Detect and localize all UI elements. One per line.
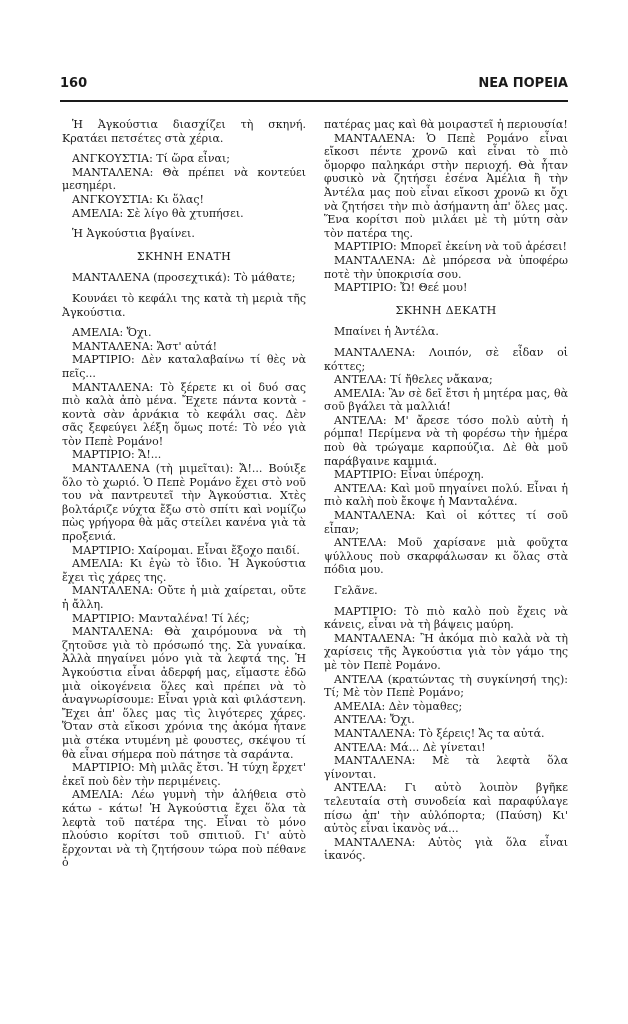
dialogue-paragraph: ΜΑΝΤΑΛΕΝΑ: Καὶ οἱ κόττες τί σοῦ εἶπαν; [324,509,568,536]
dialogue-paragraph: ΜΑΝΤΑΛΕΝΑ: Ἄστ' αὐτά! [72,339,218,353]
dialogue-paragraph: ΑΝΤΕΛΑ: Ὄχι. [334,713,415,727]
dialogue-paragraph: ΑΜΕΛΙΑ: Ἂν σὲ δεῖ ἔτσι ἡ μητέρα μας, θὰ σοῦ βγάλει τὰ μαλλιά! [324,386,568,414]
dialogue-paragraph: ΑΜΕΛΙΑ: Σὲ λίγο θὰ χτυπήσει. [72,206,244,220]
scene-heading: ΣΚΗΝΗ ΔΕΚΑΤΗ [395,303,497,317]
dialogue-paragraph: ΑΜΕΛΙΑ: Κι ἐγὼ τὸ ἴδιο. Ἡ Ἀγκούστια ἔχει τὶς χάρες της. [62,557,306,584]
dialogue-paragraph: Κουνάει τὸ κεφάλι της κατὰ τὴ μεριὰ τῆς Ἀγκούστια. [62,291,306,319]
dialogue-paragraph: ΜΑΝΤΑΛΕΝΑ: Ἢ ἀκόμα πιὸ καλὰ νὰ τὴ χαρίσεις τῆς Ἀγκούστια γιὰ τὸν γάμο της μὲ τὸν Πεπὲ Ρομάνο. [324,631,568,672]
dialogue-paragraph: ΜΑΝΤΑΛΕΝΑ: Αὐτὸς γιὰ ὅλα εἶναι ἱκανός. [324,835,568,863]
dialogue-paragraph: ΜΑΡΤΙΡΙΟ: Ἄ!... [72,448,162,462]
header-rule [60,100,568,102]
dialogue-paragraph: ΜΑΝΤΑΛΕΝΑ: Λοιπόν, σὲ εἶδαν οἱ κόττες; [324,345,568,373]
left-column [62,118,306,870]
page-number: 160 [60,76,88,91]
dialogue-paragraph: ΑΝΓΚΟΥΣΤΙΑ: Τί ὥρα εἶναι; [72,152,230,166]
dialogue-paragraph: ΑΝΓΚΟΥΣΤΙΑ: Κι ὅλας! [72,192,204,206]
dialogue-paragraph: ΜΑΝΤΑΛΕΝΑ: Θὰ χαιρόμουνα νὰ τὴ ζητοῦσε γιὰ τὸ πρόσωπό της. Σὰ γυναίκα. Ἀλλὰ πηγαίνει μόνο γιὰ τὰ λεφτά της. Ἡ Ἀγκούστια εἶναι ἀδερφή μας, εἴμαστε ἐδῶ μιὰ οἰκογένεια ὅλες καὶ πρέπει νὰ τὸ ἀναγνωρίσουμε: Εἶναι γριὰ καὶ φιλάστενη. Ἔχει ἀπ' ὅλες μας τὶς λιγότερες χάρες. Ὅταν στὰ εἴκοσι χρόνια της ἀκόμα ἦτανε μιὰ στέκα ντυμένη μὲ φουστες, σκέψου τί θὰ εἶναι σήμερα ποὺ πάτησε τὰ σαράντα. [62,625,306,761]
dialogue-paragraph: ΜΑΡΤΙΡΙΟ: Τὸ πιὸ καλὸ ποὺ ἔχεις νὰ κάνεις, εἶναι νὰ τὴ βάψεις μαύρη. [324,604,568,632]
dialogue-paragraph: ΜΑΝΤΑΛΕΝΑ: Μὲ τὰ λεφτὰ ὅλα γίνονται. [324,754,568,781]
dialogue-paragraph: ΑΜΕΛΙΑ: Λέω γυμνὴ τὴν ἀλήθεια στὸ κάτω - κάτω! Ἡ Ἀγκούστια ἔχει ὅλα τὰ λεφτὰ τοῦ πατέρα της. Εἶναι τὸ μόνο πλούσιο κορίτσι τοῦ σπιτιοῦ. Γι' αὐτὸ ἔρχονται νὰ τὴ ζητήσουν τώρα ποὺ πέθανε ὁ [62,788,306,870]
dialogue-paragraph: ΜΑΡΤΙΡΙΟ: Μὴ μιλᾶς ἔτσι. Ἡ τύχη ἔρχετ' ἐκεῖ ποὺ δὲν τὴν περιμένεις. [62,761,306,788]
dialogue-paragraph: ΑΝΤΕΛΑ: Γι αὐτὸ λοιπὸν βγῆκε τελευταία στὴ συνοδεία καὶ παραφύλαγε πίσω ἀπ' τὴν αὐλόπορτα; (Παύση) Κι' αὐτὸς εἶναι ἱκανὸς νά... [324,781,568,836]
running-header [60,76,568,91]
dialogue-paragraph: ΜΑΝΤΑΛΕΝΑ: Θὰ πρέπει νὰ κοντεύει μεσημέρι. [62,165,306,193]
dialogue-paragraph: ΜΑΝΤΑΛΕΝΑ: Τὸ ξέρεις! Ἄς τα αὐτά. [334,726,545,740]
dialogue-paragraph: ΜΑΡΤΙΡΙΟ: Μπορεῖ ἐκείνη νὰ τοῦ ἀρέσει! [334,240,567,254]
dialogue-paragraph: ΑΝΤΕΛΑ: Μοῦ χαρίσανε μιὰ φοῦχτα ψύλλους ποὺ σκαρφάλωσαν κι ὅλας στὰ πόδια μου. [324,536,568,577]
dialogue-paragraph: ΜΑΡΤΙΡΙΟ: Χαίρομαι. Εἶναι ἔξοχο παιδί. [72,543,300,557]
dialogue-paragraph: ΑΝΤΕΛΑ: Μ' ἄρεσε τόσο πολὺ αὐτὴ ἡ ρόμπα! Περίμενα νὰ τὴ φορέσω τὴν ἡμέρα ποὺ θὰ τρώγαμε καρπούζια. Δὲ θὰ μοῦ παράβγαινε καμμιά. [324,413,568,468]
dialogue-paragraph: πατέρας μας καὶ θὰ μοιραστεῖ ἡ περιουσία! [324,118,568,131]
dialogue-paragraph: ΜΑΡΤΙΡΙΟ: Εἶναι ὑπέροχη. [334,468,484,482]
dialogue-paragraph: ΑΝΤΕΛΑ: Τί ἤθελες νἄκανα; [334,373,493,387]
dialogue-paragraph: ΑΝΤΕΛΑ: Καὶ μοῦ πηγαίνει πολύ. Εἶναι ἡ πιὸ καλὴ ποὺ ἔκοψε ἡ Μανταλένα. [324,481,568,509]
dialogue-paragraph: ΜΑΝΤΑΛΕΝΑ: Τὸ ξέρετε κι οἱ δυό σας πιὸ καλὰ ἀπὸ μένα. Ἔχετε πάντα κοντὰ - κοντὰ σὰν ἀρνάκια τὸ κεφάλι σας. Δὲν σᾶς ξεφεύγει λέξη ὅμως ποτέ: Τὸ νέο γιὰ τὸν Πεπὲ Ρομάνο! [62,380,306,448]
dialogue-paragraph: ΜΑΝΤΑΛΕΝΑ (τὴ μιμεῖται): Ἄ!... Βούιξε ὅλο τὸ χωριό. Ὁ Πεπὲ Ρομάνο ἔχει στὸ νοῦ του νὰ παντρευτεῖ τὴν Ἀγκούστια. Χτὲς βολτάριζε νύχτα ἔξω στὸ σπίτι καὶ νομίζω πὼς γρήγορα θὰ μᾶς στείλει κανένα γιὰ τὰ προξενιά. [62,462,306,544]
dialogue-paragraph: ΑΝΤΕΛΑ: Μά... Δὲ γίνεται! [334,740,486,754]
dialogue-paragraph: Γελᾶνε. [334,584,378,597]
dialogue-paragraph: ΜΑΝΤΑΛΕΝΑ (προσεχτικά): Τὸ μάθατε; [72,271,296,285]
dialogue-paragraph: ΜΑΡΤΙΡΙΟ: Μανταλένα! Τί λές; [72,611,250,625]
scene-heading: ΣΚΗΝΗ ΕΝΑΤΗ [136,249,232,263]
dialogue-paragraph: ΑΜΕΛΙΑ: Δὲν τὸμαθες; [334,699,463,713]
dialogue-paragraph: Μπαίνει ἡ Ἀντέλα. [334,325,439,339]
right-column [324,118,568,863]
dialogue-paragraph: ΑΝΤΕΛΑ (κρατώντας τὴ συγκίνησή της): Τί; Μὲ τὸν Πεπὲ Ρομάνο; [324,672,568,700]
dialogue-paragraph: ΜΑΡΤΙΡΙΟ: Ὤ! Θεέ μου! [334,281,468,295]
dialogue-paragraph: ΜΑΝΤΑΛΕΝΑ: Δὲ μπόρεσα νὰ ὑποφέρω ποτὲ τὴν ὑποκρισία σου. [324,253,568,281]
dialogue-paragraph: ΜΑΡΤΙΡΙΟ: Δὲν καταλαβαίνω τί θὲς νὰ πεῖς... [62,353,306,380]
journal-title: ΝΕΑ ΠΟΡΕΙΑ [478,76,568,91]
dialogue-paragraph: ΜΑΝΤΑΛΕΝΑ: Οὔτε ἡ μιὰ χαίρεται, οὔτε ἡ ἄλλη. [62,584,306,611]
dialogue-paragraph: ΑΜΕΛΙΑ: Ὄχι. [72,326,152,340]
dialogue-paragraph: Ἡ Ἀγκούστια βγαίνει. [72,227,195,241]
dialogue-paragraph: Ἡ Ἀγκούστια διασχίζει τὴ σκηνή. Κρατάει πετσέτες στὰ χέρια. [62,118,306,145]
dialogue-paragraph: ΜΑΝΤΑΛΕΝΑ: Ὁ Πεπὲ Ρομάνο εἶναι εἴκοσι πέντε χρονῶ καὶ εἶναι τὸ πιὸ ὄμορφο παληκάρι στὴν περιοχή. Θὰ ἦταν φυσικὸ νὰ ζητήσει ἐσένα Ἀμέλια ἢ τὴν Ἀντέλα μας ποὺ εἶναι εἴκοσι χρονῶ κι ὄχι νὰ ζητήσει τὴν πιὸ ἀσήμαντη ἀπ' ὅλες μας. Ἕνα κορίτσι ποὺ μιλάει μὲ τὴ μύτη σὰν τὸν πατέρα της. [324,131,568,240]
